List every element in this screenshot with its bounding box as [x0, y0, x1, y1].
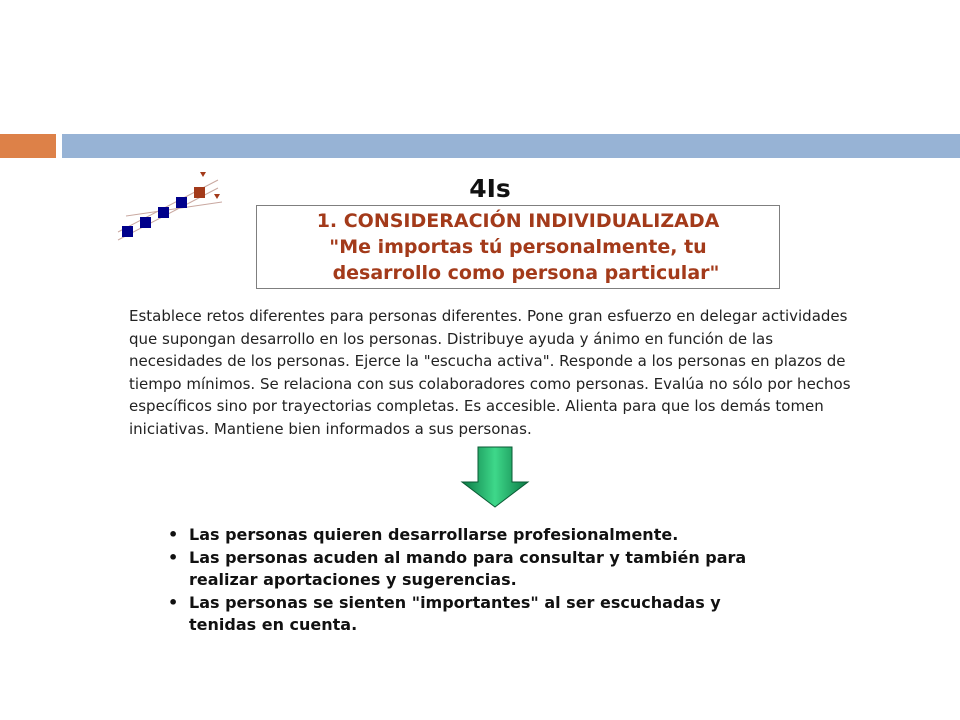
bullet-line: realizar aportaciones y sugerencias. [189, 570, 517, 589]
bullet-line: • Las personas se sienten "importantes" al ser escuchadas y [189, 592, 721, 612]
bullet-line: tenidas en cuenta. [189, 615, 358, 634]
heading-box [256, 205, 780, 289]
bullet-line: • Las personas acuden al mando para consultar y también para [189, 547, 747, 567]
list-item [168, 547, 828, 592]
description-line: necesidades de los personas. Ejerce la "escucha activa". Responde a los personas en plazos de [129, 352, 846, 370]
description-paragraph [129, 305, 869, 440]
down-arrow-icon [460, 446, 530, 508]
description-line: tiempo mínimos. Se relaciona con sus colaboradores como personas. Evalúa no sólo por hechos [129, 374, 851, 393]
page-title: 4Is [469, 174, 511, 203]
heading-line: desarrollo como persona particular" [332, 262, 720, 284]
bullet-list [168, 524, 828, 637]
description-line: que supongan desarrollo en los personas. Distribuye ayuda y ánimo en función de las [129, 329, 774, 348]
heading-line: 1. CONSIDERACIÓN INDIVIDUALIZADA [316, 210, 720, 232]
description-line: Establece retos diferentes para personas diferentes. Pone gran esfuerzo en delegar actividades [129, 307, 848, 325]
heading-line: "Me importas tú personalmente, tu [329, 236, 707, 258]
bullet-line: • Las personas quieren desarrollarse profesionalmente. [189, 525, 679, 544]
header-accent-blue [62, 134, 960, 158]
description-line: específicos sino por trayectorias completas. Es accesible. Alienta para que los demás tomen [129, 397, 824, 415]
list-item [168, 524, 828, 547]
header-accent-orange [0, 134, 56, 158]
ascending-squares-icon [112, 166, 232, 246]
description-line: iniciativas. Mantiene bien informados a sus personas. [129, 419, 532, 438]
list-item [168, 592, 828, 637]
